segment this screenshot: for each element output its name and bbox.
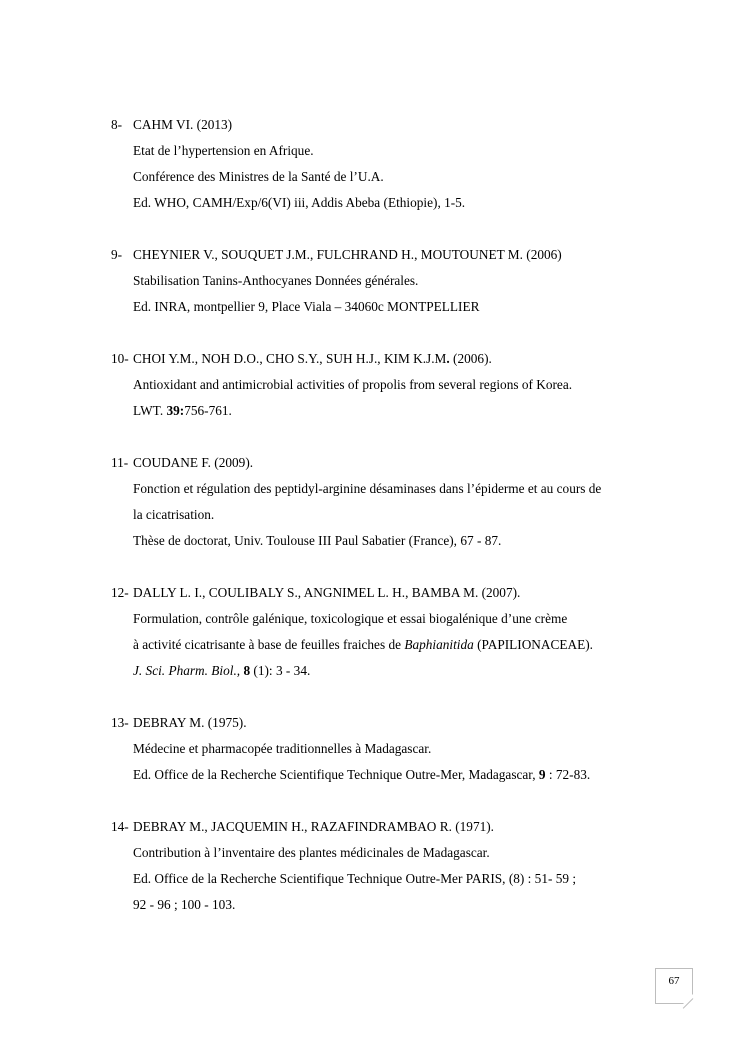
reference-text: Ed. INRA, montpellier 9, Place Viala – 34060c MONTPELLIER: [133, 299, 480, 314]
reference-text: Fonction et régulation des peptidyl-arginine désaminases dans l’épiderme et au cours de: [133, 481, 602, 496]
reference-text: Ed. Office de la Recherche Scientifique Technique Outre-Mer PARIS, (8) : 51- 59 ;: [133, 871, 577, 886]
reference-entry: [111, 450, 711, 554]
reference-text: Etat de l’hypertension en Afrique.: [133, 143, 314, 158]
reference-text: Contribution à l’inventaire des plantes médicinales de Madagascar.: [133, 845, 490, 860]
reference-text: à activité cicatrisante à base de feuilles fraiches de: [133, 637, 405, 652]
reference-text: COUDANE F. (2009).: [133, 455, 254, 470]
reference-text: la cicatrisation.: [133, 507, 215, 522]
reference-detail-line: [111, 762, 711, 788]
reference-entry: [111, 346, 711, 424]
reference-text: Baphianitida: [404, 637, 474, 652]
reference-authors-line: [111, 346, 711, 372]
reference-text: DEBRAY M., JACQUEMIN H., RAZAFINDRAMBAO R. (1971).: [133, 819, 495, 834]
reference-text: Conférence des Ministres de la Santé de l’U.A.: [133, 169, 384, 184]
reference-detail-line: [111, 528, 711, 554]
reference-detail-line: [111, 658, 711, 684]
reference-entry: [111, 112, 711, 216]
reference-number: 13-: [111, 715, 129, 730]
reference-authors-line: [111, 580, 711, 606]
reference-text: Ed. WHO, CAMH/Exp/6(VI) iii, Addis Abeba (Ethiopie), 1-5.: [133, 195, 466, 210]
reference-number: 11-: [111, 455, 129, 470]
reference-text: CHEYNIER V., SOUQUET J.M., FULCHRAND H., MOUTOUNET M. (2006): [133, 247, 562, 262]
reference-text: Ed. Office de la Recherche Scientifique Technique Outre-Mer, Madagascar,: [133, 767, 539, 782]
reference-detail-line: [111, 476, 711, 502]
reference-detail-line: [111, 736, 711, 762]
reference-number: 12-: [111, 585, 129, 600]
reference-text: 92 - 96 ; 100 - 103.: [133, 897, 236, 912]
reference-authors-line: [111, 814, 711, 840]
reference-number: 9-: [111, 247, 123, 262]
reference-detail-line: [111, 398, 711, 424]
reference-text: J. Sci. Pharm. Biol.,: [133, 663, 241, 678]
reference-text: DEBRAY M. (1975).: [133, 715, 247, 730]
reference-authors-line: [111, 450, 711, 476]
reference-detail-line: [111, 632, 711, 658]
reference-number: 10-: [111, 351, 129, 366]
reference-detail-line: [111, 190, 711, 216]
reference-text: 39:: [166, 403, 185, 418]
reference-text: : 72-83.: [545, 767, 591, 782]
reference-number: 14-: [111, 819, 129, 834]
reference-text: Thèse de doctorat, Univ. Toulouse III Paul Sabatier (France), 67 - 87.: [133, 533, 502, 548]
reference-detail-line: [111, 294, 711, 320]
reference-detail-line: [111, 372, 711, 398]
reference-text: Stabilisation Tanins-Anthocyanes Données générales.: [133, 273, 419, 288]
page-number: 67: [668, 975, 680, 987]
reference-detail-line: [111, 268, 711, 294]
reference-text: .: [446, 351, 450, 366]
reference-authors-line: [111, 242, 711, 268]
reference-text: Antioxidant and antimicrobial activities of propolis from several regions of Korea.: [133, 377, 573, 392]
reference-detail-line: [111, 866, 711, 892]
reference-text: DALLY L. I., COULIBALY S., ANGNIMEL L. H., BAMBA M. (2007).: [133, 585, 521, 600]
reference-text: Médecine et pharmacopée traditionnelles à Madagascar.: [133, 741, 432, 756]
reference-number: 8-: [111, 117, 123, 132]
reference-text: LWT.: [133, 403, 167, 418]
reference-text: CAHM VI. (2013): [133, 117, 233, 132]
reference-text: 9: [538, 767, 546, 782]
reference-text: (2006).: [449, 351, 492, 366]
reference-text: (PAPILIONACEAE).: [473, 637, 593, 652]
reference-text: (1): 3 - 34.: [250, 663, 311, 678]
reference-detail-line: [111, 502, 711, 528]
reference-detail-line: [111, 606, 711, 632]
reference-detail-line: [111, 138, 711, 164]
reference-list: [111, 112, 711, 918]
reference-detail-line: [111, 164, 711, 190]
reference-text: 756-761.: [184, 403, 232, 418]
reference-entry: [111, 242, 711, 320]
reference-detail-line: [111, 840, 711, 866]
reference-detail-line: [111, 892, 711, 918]
page-number-box: [655, 968, 693, 1004]
reference-entry: [111, 814, 711, 918]
reference-entry: [111, 580, 711, 684]
reference-authors-line: [111, 710, 711, 736]
reference-authors-line: [111, 112, 711, 138]
reference-text: 8: [243, 663, 251, 678]
reference-text: Formulation, contrôle galénique, toxicologique et essai biogalénique d’une crème: [133, 611, 568, 626]
reference-text: CHOI Y.M., NOH D.O., CHO S.Y., SUH H.J., KIM K.J.M: [133, 351, 447, 366]
reference-entry: [111, 710, 711, 788]
